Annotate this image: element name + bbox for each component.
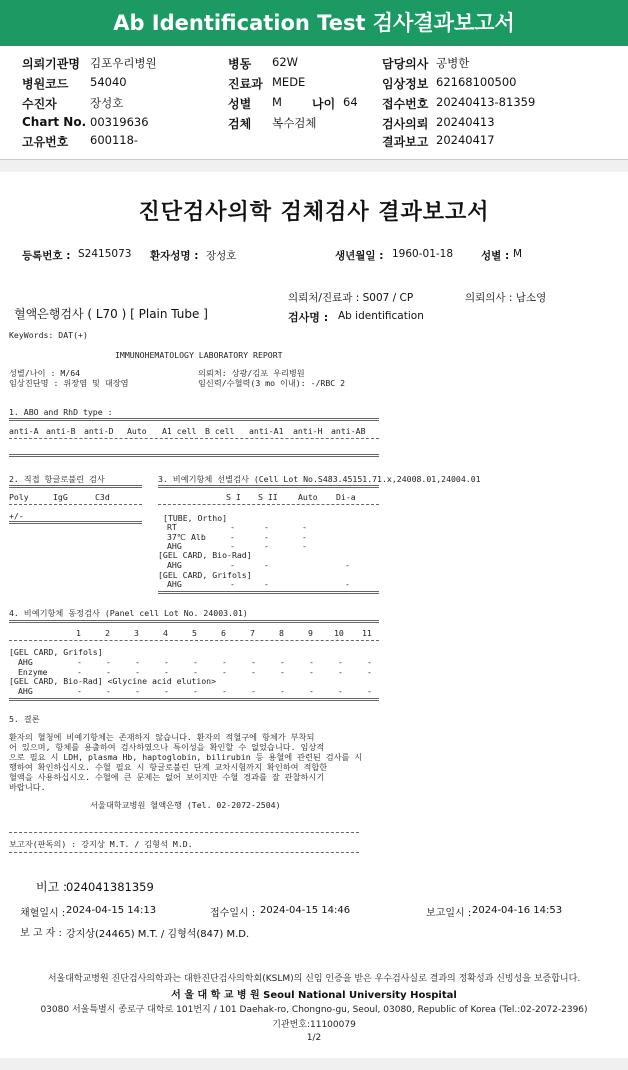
s3-cell: - — [230, 541, 235, 551]
hospital-value: 김포우리병원 — [90, 56, 157, 70]
s3-cell: - — [264, 532, 269, 542]
code-value: 54040 — [90, 75, 127, 89]
footer-reporter-label: 보 고 자 : — [20, 928, 62, 939]
s3-row-label: AHG — [167, 541, 182, 551]
s3-title: 3. 비예기항체 선별검사 (Cell Lot No.S483.45151.71.x,24008.01,24004.01 — [158, 474, 481, 484]
unique-label: 고유번호 — [22, 135, 69, 149]
s4-col: 2 — [105, 628, 110, 638]
s3-row-label: 37℃ Alb — [167, 532, 206, 542]
s1-col: A1 cell — [162, 426, 197, 436]
reporter-rule-top — [9, 832, 359, 833]
s4-cell: - — [251, 686, 256, 696]
separator-band — [0, 160, 628, 172]
patient-label: 수진자 — [22, 97, 57, 111]
s1-rule-top — [9, 418, 379, 421]
report-time-value: 2024-04-16 14:53 — [472, 905, 563, 916]
s3-col: Auto — [298, 492, 318, 502]
s4-cell: - — [367, 657, 372, 667]
unique-value: 600118- — [90, 133, 139, 147]
name-label: 환자성명 : — [150, 250, 199, 262]
s3-cell: - — [302, 541, 307, 551]
s4-cell: - — [106, 667, 111, 677]
s4-col: 10 — [334, 628, 344, 638]
s4-col: 6 — [221, 628, 226, 638]
s2-col: C3d — [95, 492, 110, 502]
note-label: 비고 : — [36, 880, 68, 894]
footer-reporter-value: 강지상(24465) M.T. / 김형석(847) M.D. — [66, 929, 250, 940]
chart-value: 00319636 — [90, 115, 149, 129]
specimen-value: 복수검체 — [272, 116, 317, 130]
s3-rule-bottom — [158, 591, 379, 594]
s4-cell: - — [106, 657, 111, 667]
s4-cell: - — [280, 657, 285, 667]
s3-col: S I — [226, 492, 241, 502]
s4-col: 1 — [76, 628, 81, 638]
s4-cell: - — [164, 686, 169, 696]
s3-col: Di-a — [336, 492, 356, 502]
banner-title: Ab Identification Test 검사결과보고서 — [113, 11, 515, 35]
ward-value: 62W — [272, 55, 299, 69]
s3-row-label: [TUBE, Ortho] — [163, 513, 228, 523]
s2-value: +/- — [9, 511, 24, 521]
s4-cell: - — [280, 686, 285, 696]
age-label: 나이 — [312, 97, 336, 111]
accept-value: 20240413-81359 — [436, 95, 536, 109]
s3-cell: - — [264, 541, 269, 551]
s4-cell: - — [193, 686, 198, 696]
s4-row-label: Enzyme — [18, 667, 48, 677]
s4-cell: - — [367, 686, 372, 696]
hospital-label: 의뢰기관명 — [22, 57, 80, 71]
s3-row-label: [GEL CARD, Bio-Rad] — [158, 550, 252, 560]
s4-row-label: [GEL CARD, Grifols] — [9, 647, 103, 657]
s4-col: 3 — [134, 628, 139, 638]
keywords: KeyWords: DAT(+) — [9, 330, 88, 340]
s4-row-label: [GEL CARD, Bio-Rad] <Glycine acid elution> — [9, 676, 217, 686]
doctor-value: 공병한 — [436, 56, 470, 70]
name-value: 장성호 — [206, 250, 237, 262]
s4-row-label: AHG — [18, 657, 33, 667]
page-number: 1/2 — [306, 1033, 322, 1043]
s4-cell: - — [251, 657, 256, 667]
s4-cell: - — [338, 686, 343, 696]
s1-title: 1. ABO and RhD type : — [9, 407, 113, 417]
s4-cell: - — [309, 657, 314, 667]
s1-col: anti-H — [293, 426, 323, 436]
s3-col: S II — [258, 492, 278, 502]
s4-cell: - — [367, 667, 372, 677]
ward-label: 병동 — [228, 57, 252, 71]
s4-cell: - — [251, 667, 256, 677]
s4-cell: - — [164, 667, 169, 677]
receive-label: 접수일시 : — [210, 908, 256, 919]
s4-cell: - — [135, 657, 140, 667]
document-title: 진단검사의학 검체검사 결과보고서 — [138, 200, 490, 225]
s3-row-label: AHG — [167, 579, 182, 589]
s4-row-label: AHG — [18, 686, 33, 696]
s4-col: 11 — [362, 628, 372, 638]
age-value: 64 — [343, 95, 358, 109]
s4-cell: - — [77, 686, 82, 696]
s4-rule-bottom — [9, 698, 379, 701]
dept-value: MEDE — [272, 75, 306, 89]
reporter-rule-bottom — [9, 852, 359, 853]
s3-cell: - — [302, 532, 307, 542]
s3-rule-mid — [158, 504, 379, 505]
s4-cell: - — [309, 667, 314, 677]
s5-line: 혈액을 사용하십시오. 수혈에 큰 문제는 없어 보이지만 수혈 경과를 잘 관찰하시기 — [9, 772, 325, 782]
s4-cell: - — [309, 686, 314, 696]
s5-line: 바랍니다. — [9, 782, 46, 792]
collect-value: 2024-04-15 14:13 — [66, 905, 157, 916]
s3-cell: - — [230, 579, 235, 589]
s5-line: 환자의 혈청에 비예기항체는 존재하지 않습니다. 환자의 적혈구에 항체가 부착되 — [9, 732, 315, 742]
request-label: 검사의뢰 — [382, 117, 429, 131]
s3-cell: - — [302, 522, 307, 532]
sex-age: 성별/나이 : M/64 — [9, 368, 81, 378]
doctor-label: 담당의사 — [382, 57, 429, 71]
s2-rule-bottom — [9, 521, 142, 524]
hospital-name: 서 울 대 학 교 병 원 Seoul National University Hospital — [171, 990, 457, 1001]
s3-cell: - — [230, 522, 235, 532]
s4-cell: - — [135, 686, 140, 696]
reg-value: S2415073 — [78, 248, 132, 260]
test-name: 혈액은행검사 ( L70 ) [ Plain Tube ] — [14, 307, 208, 321]
s4-rule-top — [9, 620, 379, 623]
s5-line: 어 있으며, 항체를 용출하여 검사하였으나 특이성을 확인할 수 없었습니다. 임상적 — [9, 742, 325, 752]
s3-cell: - — [264, 560, 269, 570]
s2-col: Poly — [9, 492, 29, 502]
s5-line: 으로 필요 시 LDH, plasma Hb, haptoglobin, bilirubin 등 용혈에 관련된 검사를 시 — [9, 752, 363, 762]
clinical-label: 임상정보 — [382, 77, 429, 91]
doc-sex-label: 성별 : — [481, 250, 510, 262]
sex-label: 성별 — [228, 97, 252, 111]
s4-title: 4. 비예기항체 동정검사 (Panel cell Lot No. 24003.01) — [9, 608, 248, 618]
s3-row-label: [GEL CARD, Grifols] — [158, 570, 252, 580]
certification-text: 서울대학교병원 진단검사의학과는 대한진단검사의학회(KSLM)의 신임 인증을 받은 우수검사실로 결과의 정확성과 신빙성을 보증합니다. — [47, 974, 581, 984]
collect-label: 채혈일시 : — [20, 908, 66, 919]
doctor-line: 의뢰의사 : 남소영 — [465, 292, 547, 304]
s4-cell: - — [193, 657, 198, 667]
s1-col: B cell — [205, 426, 235, 436]
s3-cell: - — [345, 560, 350, 570]
accept-label: 접수번호 — [382, 97, 429, 111]
bottom-band — [0, 1058, 628, 1070]
diagnosis: 임상진단명 : 위장염 및 대장염 — [9, 378, 129, 388]
s4-col: 8 — [279, 628, 284, 638]
s4-cell: - — [338, 667, 343, 677]
report-value: 20240417 — [436, 133, 495, 147]
reg-label: 등록번호 : — [22, 250, 71, 262]
s3-row-label: AHG — [167, 560, 182, 570]
s4-cell: - — [280, 667, 285, 677]
code-label: 병원코드 — [22, 77, 69, 91]
patient-value: 장성호 — [90, 96, 124, 110]
s2-rule-top — [9, 485, 142, 488]
s4-cell: - — [222, 667, 227, 677]
address: 03080 서울특별시 종로구 대학로 101번지 / 101 Daehak-ro, Chongno-gu, Seoul, 03080, Republic of Korea (Tel.:02-2072-2396) — [40, 1005, 588, 1015]
exam-label: 검사명 : — [288, 311, 329, 324]
s4-cell: - — [164, 657, 169, 667]
report-label: 결과보고 — [382, 135, 429, 149]
s4-cell: - — [222, 686, 227, 696]
s5-line: 행하여 확인하십시오. 수혈 필요 시 항글로불린 단계 교차시험까지 확인하여 적합한 — [9, 762, 328, 772]
s4-cell: - — [338, 657, 343, 667]
lab-contact: 서울대학교병원 혈액은행 (Tel. 02-2072-2504) — [90, 800, 281, 810]
s1-col: Auto — [127, 426, 147, 436]
dept-label: 진료과 — [228, 77, 263, 91]
dob-label: 생년월일 : — [335, 250, 384, 262]
s2-col: IgG — [53, 492, 68, 502]
s1-rule-bottom — [9, 454, 379, 457]
request-value: 20240413 — [436, 115, 495, 129]
exam-value: Ab identification — [338, 310, 424, 322]
s4-cell: - — [222, 657, 227, 667]
note-value: 024041381359 — [66, 880, 154, 894]
s1-col: anti-AB — [331, 426, 366, 436]
reporter: 보고자(판독의) : 강지상 M.T. / 김형석 M.D. — [9, 839, 193, 849]
s2-rule-mid — [9, 504, 142, 505]
s4-cell: - — [77, 657, 82, 667]
lab-title: IMMUNOHEMATOLOGY LABORATORY REPORT — [115, 350, 283, 360]
specimen-label: 검체 — [228, 117, 252, 131]
s3-cell: - — [230, 560, 235, 570]
s3-cell: - — [264, 522, 269, 532]
chart-label: Chart No. — [22, 115, 87, 129]
s4-col: 9 — [308, 628, 313, 638]
s4-cell: - — [77, 667, 82, 677]
s4-cell: - — [135, 667, 140, 677]
org-number: 기관번호:11100079 — [272, 1020, 356, 1030]
s3-row-label: RT — [167, 522, 177, 532]
report-time-label: 보고일시 : — [426, 908, 472, 919]
s3-rule-top — [158, 485, 379, 488]
receive-value: 2024-04-15 14:46 — [260, 905, 351, 916]
dept-line: 의뢰처/진료과 : S007 / CP — [288, 292, 414, 304]
s2-title: 2. 직접 항글로불린 검사 — [9, 474, 105, 484]
s1-col: anti-A1 — [249, 426, 284, 436]
s3-cell: - — [264, 579, 269, 589]
s4-col: 5 — [192, 628, 197, 638]
dob-value: 1960-01-18 — [392, 248, 454, 260]
s1-col: anti-D — [84, 426, 114, 436]
pregnancy: 임신력/수혈력(3 mo 이내): -/RBC 2 — [198, 378, 346, 388]
s3-cell: - — [230, 532, 235, 542]
s4-col: 4 — [163, 628, 168, 638]
s1-rule-mid — [9, 438, 379, 439]
referrer: 의뢰처: 상광/김포 우리병원 — [198, 368, 305, 378]
s4-rule-mid — [9, 640, 379, 641]
s4-col: 7 — [250, 628, 255, 638]
s4-cell: - — [106, 686, 111, 696]
s3-cell: - — [345, 579, 350, 589]
sex-value: M — [272, 95, 282, 109]
doc-sex-value: M — [513, 248, 523, 260]
s1-col: anti-B — [46, 426, 76, 436]
clinical-value: 62168100500 — [436, 75, 517, 89]
s1-col: anti-A — [9, 426, 39, 436]
s5-title: 5. 결론 — [9, 714, 40, 724]
s4-cell: - — [193, 667, 198, 677]
